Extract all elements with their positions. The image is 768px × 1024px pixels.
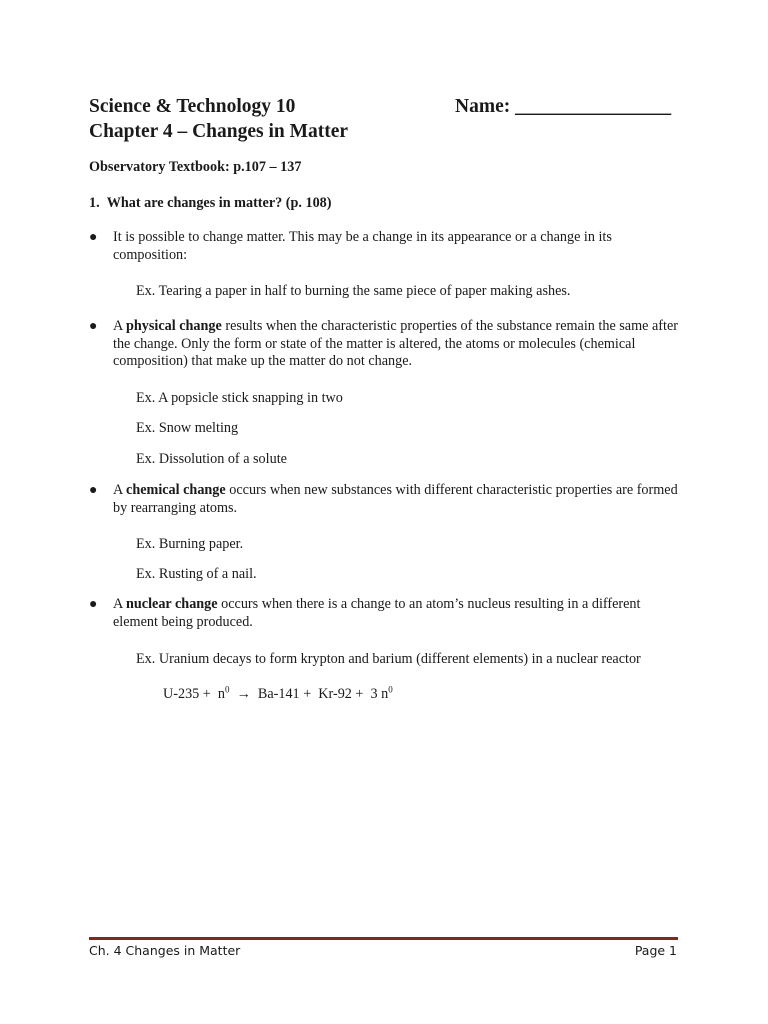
bullet-rest: results when the characteristic properties of the substance remain the same after the change. Only the form or state of the matter is altered, the atoms or molecules (chemical composition) that make up the matter do not change. — [113, 318, 678, 369]
example-dissolution: Ex. Dissolution of a solute — [136, 451, 287, 467]
equation-superscript: 0 — [225, 684, 230, 695]
footer-chapter: Ch. 4 Changes in Matter — [89, 943, 241, 958]
example-snow: Ex. Snow melting — [136, 420, 239, 436]
bullet-text-nuclear — [113, 596, 683, 631]
name-field — [455, 95, 671, 119]
bullet-glyph: ● — [89, 483, 98, 498]
bullet-text-chemical — [113, 482, 683, 517]
question-heading: 1. What are changes in matter? (p. 108) — [89, 195, 332, 211]
nuclear-equation — [163, 686, 393, 704]
example-paper: Ex. Tearing a paper in half to burning the same piece of paper making ashes. — [136, 283, 571, 299]
equation-part: → Ba-141 + Kr-92 + 3 n — [229, 686, 389, 702]
chapter-title: Chapter 4 – Changes in Matter — [89, 121, 349, 142]
bullet-prefix: A — [113, 596, 127, 612]
footer-rule — [89, 937, 678, 940]
equation-part: U-235 + n — [163, 686, 225, 702]
term-nuclear-change: nuclear change — [126, 596, 218, 612]
bullet-text-physical — [113, 318, 683, 371]
term-chemical-change: chemical change — [126, 482, 226, 498]
bullet-glyph: ● — [89, 319, 98, 334]
textbook-reference: Observatory Textbook: p.107 – 137 — [89, 159, 302, 175]
example-rusting: Ex. Rusting of a nail. — [136, 566, 257, 582]
term-physical-change: physical change — [126, 318, 222, 334]
bullet-glyph: ● — [89, 230, 98, 245]
name-blank: ________________ — [515, 96, 672, 117]
bullet-rest: occurs when new substances with different characteristic properties are formed by rearranging atoms. — [113, 482, 678, 516]
course-title: Science & Technology 10 — [89, 96, 296, 117]
bullet-prefix: A — [113, 482, 127, 498]
bullet-glyph: ● — [89, 597, 98, 612]
example-uranium: Ex. Uranium decays to form krypton and barium (different elements) in a nuclear reactor — [136, 651, 641, 667]
equation-superscript: 0 — [388, 684, 393, 695]
example-popsicle: Ex. A popsicle stick snapping in two — [136, 390, 343, 406]
bullet-prefix: A — [113, 318, 127, 334]
example-burning: Ex. Burning paper. — [136, 536, 244, 552]
bullet-rest: occurs when there is a change to an atom’s nucleus resulting in a different element being produced. — [113, 596, 641, 630]
page-number: Page 1 — [634, 943, 677, 958]
name-label: Name: — [455, 96, 511, 117]
bullet-text-intro: It is possible to change matter. This may be a change in its appearance or a change in its composition: — [113, 229, 612, 263]
